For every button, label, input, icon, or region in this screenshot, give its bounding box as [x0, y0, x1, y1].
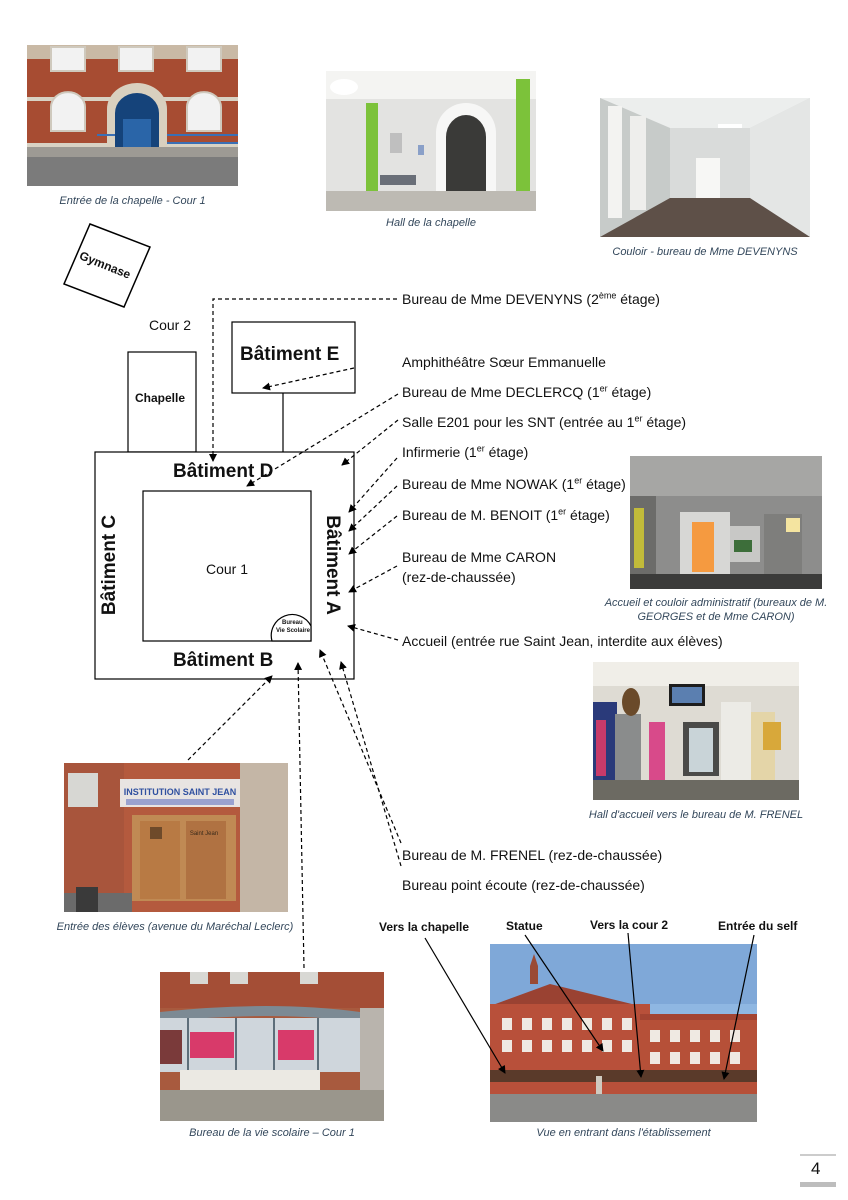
legend-salle-e201: Salle E201 pour les SNT (entrée au 1er étage) [402, 413, 687, 430]
vie-scolaire-caption: Bureau de la vie scolaire – Cour 1 [189, 1127, 355, 1139]
legend-accueil: Accueil (entrée rue Saint Jean, interdite aux élèves) [402, 633, 723, 649]
label-vers-cour2: Vers la cour 2 [590, 918, 669, 932]
arrow-students-entrance [188, 676, 272, 760]
legend-devenyns: Bureau de Mme DEVENYNS (2ème étage) [402, 290, 660, 307]
legend-amphi: Amphithéâtre Sœur Emmanuelle [402, 354, 606, 370]
chapelle-label: Chapelle [135, 391, 186, 405]
cour2-label: Cour 2 [149, 317, 192, 333]
chapel-hall-caption: Hall de la chapelle [386, 217, 476, 229]
reception-hall-caption: Hall d'accueil vers le bureau de M. FRENEL [588, 809, 804, 821]
label-entree-self: Entrée du self [718, 919, 798, 933]
batiment-d-label: Bâtiment D [173, 461, 274, 482]
arrow-caron [349, 566, 397, 592]
arrow-nowak [349, 486, 397, 531]
legend-declercq: Bureau de Mme DECLERCQ (1er étage) [402, 383, 652, 400]
label-vers-chapelle: Vers la chapelle [379, 920, 470, 934]
school-sign-text: INSTITUTION SAINT JEAN [123, 787, 237, 797]
chapel-entrance-caption: Entrée de la chapelle - Cour 1 [59, 195, 206, 207]
door-sign-text: Saint Jean [189, 831, 219, 837]
bureau-vs-label-1: Bureau [282, 620, 303, 626]
legend-caron-line2: (rez-de-chaussée) [402, 569, 516, 585]
label-statue: Statue [506, 919, 543, 933]
legend-benoit: Bureau de M. BENOIT (1er étage) [402, 506, 610, 523]
arrow-benoit [349, 516, 397, 554]
overview-caption: Vue en entrant dans l'établissement [536, 1127, 711, 1139]
gymnase-label: Gymnase [77, 248, 133, 282]
legend-infirmerie: Infirmerie (1er étage) [402, 443, 529, 460]
arrow-statue [525, 935, 603, 1051]
corridor-caption: Couloir - bureau de Mme DEVENYNS [612, 246, 798, 258]
batiment-c-label: Bâtiment C [99, 514, 121, 616]
legend-frenel: Bureau de M. FRENEL (rez-de-chaussée) [402, 847, 663, 863]
cour1-label: Cour 1 [206, 561, 249, 577]
admin-corridor-caption: Accueil et couloir administratif (bureaux de M. GEORGES et de Mme CARON) [604, 597, 828, 623]
batiment-b-label: Bâtiment B [173, 650, 274, 671]
batiment-a-label: Bâtiment A [321, 515, 343, 615]
legend-nowak: Bureau de Mme NOWAK (1er étage) [402, 475, 626, 492]
page-number: 4 [811, 1159, 821, 1178]
legend-ecoute: Bureau point écoute (rez-de-chaussée) [402, 877, 645, 893]
bureau-vs-label-2: Vie Scolaire [276, 628, 310, 634]
arrow-frenel [320, 650, 401, 843]
arrow-vers-chapelle [425, 938, 505, 1073]
arrow-accueil [348, 626, 398, 640]
arrow-infirmerie [349, 458, 397, 512]
legend-caron-line1: Bureau de Mme CARON [402, 549, 557, 565]
arrow-vie-scolaire [298, 663, 304, 968]
arrow-vers-cour2 [628, 933, 641, 1077]
arrow-entree-self [724, 935, 754, 1079]
students-entrance-caption: Entrée des élèves (avenue du Maréchal Leclerc) [56, 921, 294, 933]
arrow-ecoute [341, 662, 401, 866]
batiment-e-label: Bâtiment E [240, 344, 340, 365]
